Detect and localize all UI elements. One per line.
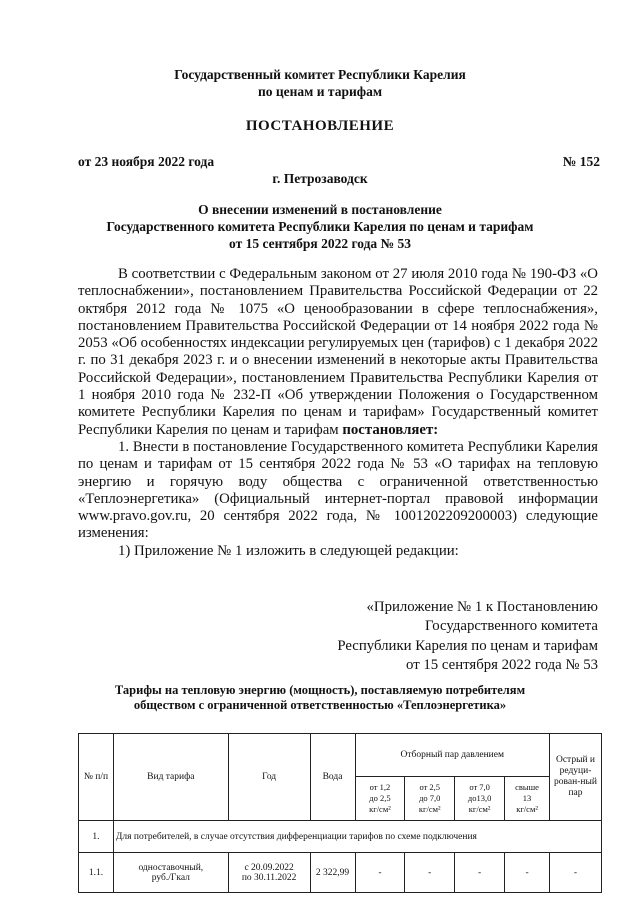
document-number: № 152 — [562, 154, 600, 169]
document-date: от 23 ноября 2022 года — [78, 154, 215, 169]
row-sharp-steam: - — [550, 853, 602, 893]
row-steam-3: - — [455, 853, 505, 893]
body-paragraph-1-text: В соответствии с Федеральным законом от 27 июля 2010 года № 190-ФЗ «О теплоснабжении», постановлением Правительства Российской Федерации от 22 октября 2012 года № 1075 «О ценообразовании в сфере теплоснабжения», постановлением Правительства Российской Федерации от 14 ноября 2022 года № 2053 «Об особенностях индексации регулируемых цен (тарифов) с 1 декабря 2022 г. по 31 декабря 2023 г. и о внесении изменений в некоторые акты Правительства Российской Федерации», постановлением Правительства Республики Карелия от 1 ноября 2010 года № 232-П «Об утверждении Положения о Государственном комитете Республики Карелия по ценам и тарифам» Государственный комитет Республики Карелия по ценам и тарифам — [78, 266, 598, 438]
row-period: с 20.09.2022 по 30.11.2022 — [228, 853, 310, 893]
table-row — [79, 853, 602, 893]
row-steam-2: - — [405, 853, 455, 893]
header-tariff-type: Вид тарифа — [113, 734, 228, 821]
document-body — [78, 266, 598, 560]
row-number: 1.1. — [79, 853, 114, 893]
row-tariff-type: одноставочный, руб./Гкал — [113, 853, 228, 893]
header-steam-1-2-5: от 1,2 до 2,5 кг/см² — [355, 777, 405, 821]
annex-line2: Государственного комитета — [425, 618, 598, 635]
body-paragraph-1 — [78, 266, 598, 439]
header-number: № п/п — [79, 734, 114, 821]
annex-reference — [238, 598, 598, 676]
row-number: 1. — [79, 821, 114, 853]
subject-line2: Государственного комитета Республики Карелия по ценам и тарифам — [106, 219, 534, 234]
annex-line3: Республики Карелия по ценам и тарифам — [337, 637, 598, 654]
tariffs-table — [78, 733, 602, 893]
row-steam-1: - — [355, 853, 405, 893]
table-header-row-1 — [79, 734, 602, 777]
body-paragraph-2: 1. Внести в постановление Государственного комитета Республики Карелия по ценам и тарифам от 15 сентября 2022 года № 53 «О тарифах на тепловую энергию и горячую воду общества с ограниченной ответственностью «Теплоэнергетика» (Официальный интернет-портал правовой информации www.pravo.gov.ru, 20 сентября 2022 года, № 1001202209200003) следующие изменения: — [78, 438, 598, 542]
table-title-line2: обществом с ограниченной ответственностью «Теплоэнергетика» — [133, 698, 507, 712]
subject-line1: О внесении изменений в постановление — [198, 202, 442, 217]
header-sharp-steam: Острый и редуци-рован-ный пар — [550, 734, 602, 821]
header-steam-2-5-7: от 2,5 до 7,0 кг/см² — [405, 777, 455, 821]
row-water-value: 2 322,99 — [310, 853, 355, 893]
header-steam-7-13: от 7,0 до13,0 кг/см² — [455, 777, 505, 821]
header-water: Вода — [310, 734, 355, 821]
organization-name-line1: Государственный комитет Республики Карелия — [174, 67, 466, 82]
header-year: Год — [228, 734, 310, 821]
header-steam-group: Отборный пар давлением — [355, 734, 550, 777]
row-steam-4: - — [505, 853, 550, 893]
row-group-description: Для потребителей, в случае отсутствия дифференциации тарифов по схеме подключения — [113, 821, 601, 853]
header-steam-over-13: свыше 13 кг/см² — [505, 777, 550, 821]
table-title-line1: Тарифы на тепловую энергию (мощность), поставляемую потребителям — [114, 683, 526, 697]
document-city: г. Петрозаводск — [272, 171, 368, 186]
body-resolves-word: постановляет: — [342, 421, 439, 438]
annex-line1: «Приложение № 1 к Постановлению — [366, 599, 598, 615]
document-type-title: ПОСТАНОВЛЕНИЕ — [245, 118, 395, 134]
table-row — [79, 821, 602, 853]
organization-name-line2: по ценам и тарифам — [257, 84, 383, 99]
annex-line4: от 15 сентября 2022 года № 53 — [406, 657, 598, 674]
subject-line3: от 15 сентября 2022 года № 53 — [229, 236, 411, 251]
body-paragraph-3: 1) Приложение № 1 изложить в следующей редакции: — [118, 542, 459, 559]
